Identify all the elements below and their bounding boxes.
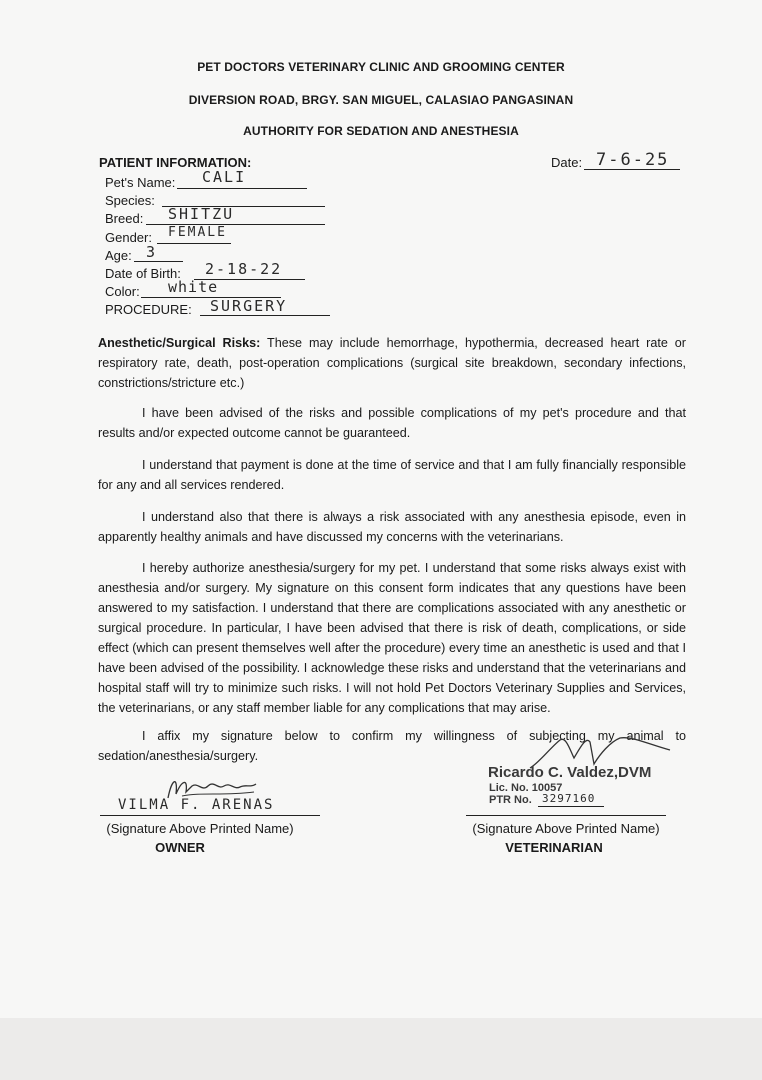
- paragraph-payment: I understand that payment is done at the time of service and that I am fully financially responsible for any and all services rendered.: [98, 458, 686, 492]
- owner-caption: (Signature Above Printed Name): [106, 821, 294, 836]
- vet-caption: (Signature Above Printed Name): [472, 821, 660, 836]
- risks-text: These may include hemorrhage, hypothermia, decreased heart rate or respiratory rate, death, post-operation complications (surgical site breakdown, secondary infections, constrictions/stricture etc.): [98, 336, 686, 390]
- owner-signature-line: [100, 815, 320, 816]
- form-title: AUTHORITY FOR SEDATION AND ANESTHESIA: [243, 124, 519, 138]
- clinic-name: PET DOCTORS VETERINARY CLINIC AND GROOMING CENTER: [197, 60, 565, 74]
- age-label: Age:: [105, 248, 132, 263]
- vet-license: Lic. No. 10057: [489, 782, 563, 794]
- gender-label: Gender:: [105, 230, 152, 245]
- owner-role: OWNER: [155, 840, 205, 855]
- procedure-line: [200, 315, 330, 316]
- vet-ptr-label: PTR No.: [489, 794, 532, 806]
- vet-stamp-name: Ricardo C. Valdez,DVM: [488, 764, 652, 781]
- paragraph-anesthesia-risk: I understand also that there is always a risk associated with any anesthesia episode, even in apparently healthy animals and have discussed my concerns with the veterinarians.: [98, 510, 686, 544]
- risks-paragraph: [98, 333, 686, 393]
- procedure-label: PROCEDURE:: [105, 302, 192, 317]
- gender-value: FEMALE: [168, 225, 227, 240]
- pet-name-value: CALI: [202, 168, 247, 186]
- vet-role: VETERINARIAN: [505, 840, 603, 855]
- dob-value: 2-18-22: [205, 260, 283, 278]
- pet-name-line: [177, 188, 307, 189]
- patient-info-heading: PATIENT INFORMATION:: [99, 155, 252, 170]
- clinic-address: DIVERSION ROAD, BRGY. SAN MIGUEL, CALASIAO PANGASINAN: [188, 93, 574, 107]
- vet-ptr-value: 3297160: [542, 792, 596, 805]
- age-value: 3: [146, 243, 158, 261]
- pet-name-label: Pet's Name:: [105, 175, 176, 190]
- gender-line: [157, 243, 231, 244]
- paragraph-authorization: I hereby authorize anesthesia/surgery for my pet. I understand that some risks always exist with anesthesia and/or surgery. My signature on this consent form indicates that any questions have been answered to my satisfaction. I understand that there are complications associated with any anesthetic or surgical procedure. In particular, I have been advised that there is risk of death, complications, or side effect (which can present themselves well after the procedure) every time an anesthetic is used and that I have been advised of the possibility. I acknowledge these risks and understand that the veterinarians and hospital staff will try to minimize such risks. I will not hold Pet Doctors Veterinary Supplies and Services, the veterinarians, or any staff member liable for any complications that may arise.: [98, 561, 686, 715]
- paragraph-affix-signature: I affix my signature below to confirm my willingness of subjecting my animal to sedation/anesthesia/surgery.: [98, 729, 686, 763]
- vet-ptr-line: [538, 806, 604, 807]
- paragraph-advised: I have been advised of the risks and possible complications of my pet's procedure and that results and/or expected outcome cannot be guaranteed.: [98, 406, 686, 440]
- procedure-value: SURGERY: [210, 297, 288, 315]
- dob-label: Date of Birth:: [105, 266, 181, 281]
- color-label: Color:: [105, 284, 140, 299]
- age-line: [134, 261, 183, 262]
- risks-heading: Anesthetic/Surgical Risks:: [98, 336, 261, 350]
- breed-label: Breed:: [105, 211, 144, 226]
- color-value: white: [168, 278, 219, 296]
- vet-signature-line: [466, 815, 666, 816]
- date-value: 7-6-25: [596, 150, 670, 170]
- species-label: Species:: [105, 193, 155, 208]
- breed-value: SHITZU: [168, 205, 235, 223]
- paper-fold-shadow: [0, 1018, 762, 1080]
- date-label: Date:: [551, 155, 583, 170]
- owner-printed-name: VILMA F. ARENAS: [118, 797, 275, 813]
